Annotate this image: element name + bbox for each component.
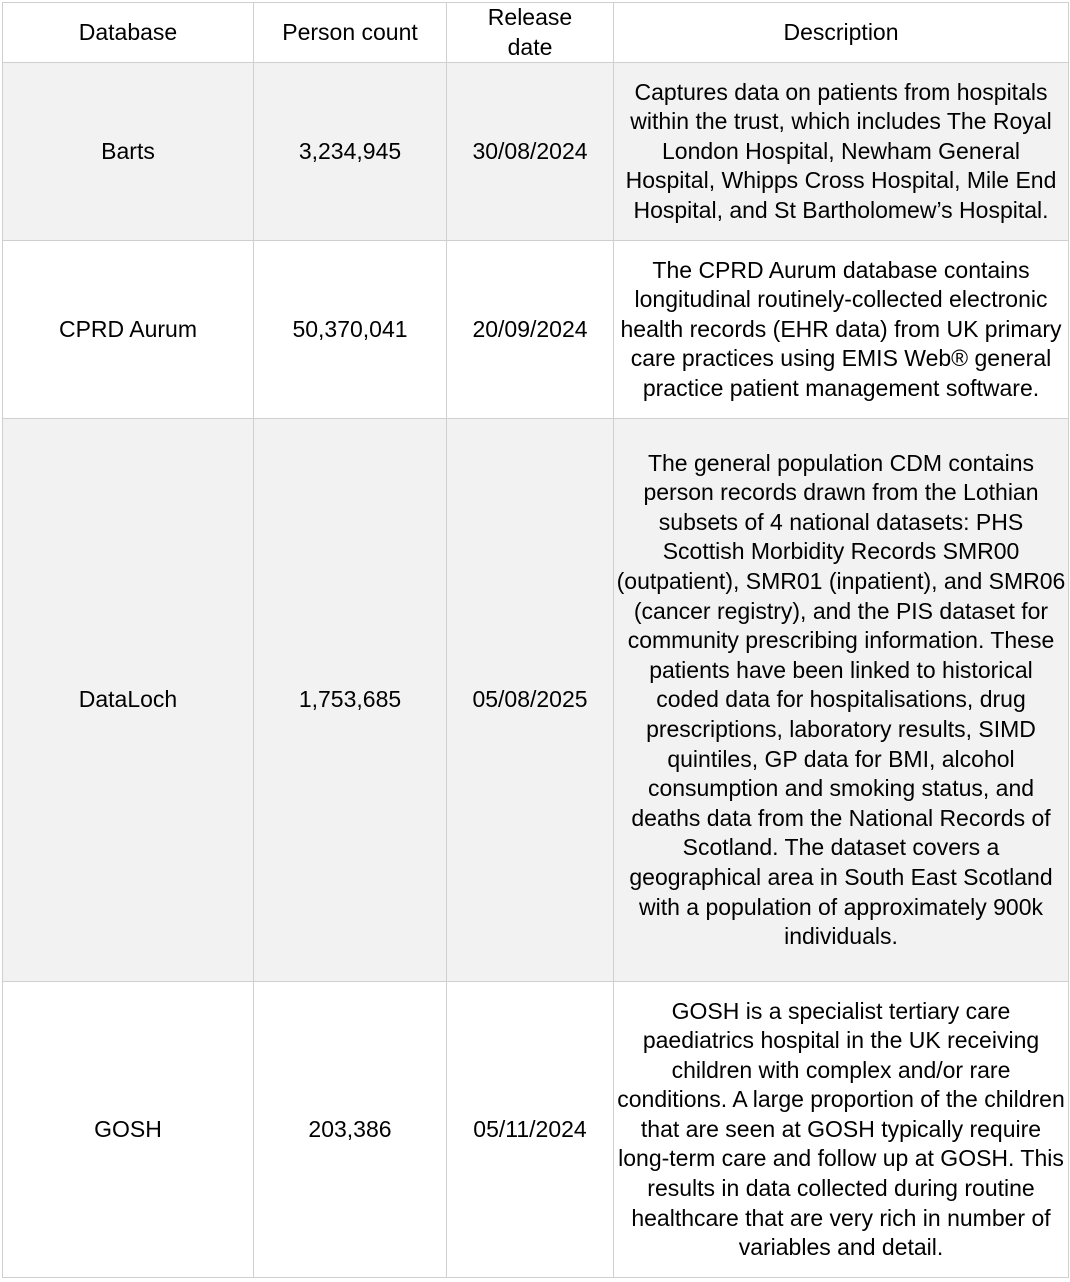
cell-description: The CPRD Aurum database contains longitudinal routinely-collected electronic health records (EHR data) from UK primary care practices using EMIS Web® general practice patient management software. <box>614 241 1069 419</box>
database-table <box>2 2 1069 1278</box>
cell-person-count: 50,370,041 <box>254 241 447 419</box>
cell-person-count: 203,386 <box>254 982 447 1278</box>
cell-description: The general population CDM contains person records drawn from the Lothian subsets of 4 national datasets: PHS Scottish Morbidity Records SMR00 (outpatient), SMR01 (inpatient), and SMR06 (cancer registry), and the PIS dataset for community prescribing information. These patients have been linked to historical coded data for hospitalisations, drug prescriptions, laboratory results, SIMD quintiles, GP data for BMI, alcohol consumption and smoking status, and deaths data from the National Records of Scotland. The dataset covers a geographical area in South East Scotland with a population of approximately 900k individuals. <box>614 419 1069 982</box>
cell-person-count: 1,753,685 <box>254 419 447 982</box>
table-row <box>3 982 1069 1278</box>
cell-database: GOSH <box>3 982 254 1278</box>
table-row <box>3 419 1069 982</box>
header-description: Description <box>614 3 1069 63</box>
cell-database: Barts <box>3 63 254 241</box>
cell-database: CPRD Aurum <box>3 241 254 419</box>
cell-description: Captures data on patients from hospitals within the trust, which includes The Royal London Hospital, Newham General Hospital, Whipps Cross Hospital, Mile End Hospital, and St Bartholomew’s Hospital. <box>614 63 1069 241</box>
cell-release-date: 05/08/2025 <box>447 419 614 982</box>
table-header-row <box>3 3 1069 63</box>
cell-description: GOSH is a specialist tertiary care paediatrics hospital in the UK receiving children with complex and/or rare conditions. A large proportion of the children that are seen at GOSH typically require long-term care and follow up at GOSH. This results in data collected during routine healthcare that are very rich in number of variables and detail. <box>614 982 1069 1278</box>
header-release-date: Release date <box>447 3 614 63</box>
cell-release-date: 20/09/2024 <box>447 241 614 419</box>
header-person-count: Person count <box>254 3 447 63</box>
cell-database: DataLoch <box>3 419 254 982</box>
table-row <box>3 241 1069 419</box>
cell-release-date: 30/08/2024 <box>447 63 614 241</box>
cell-release-date: 05/11/2024 <box>447 982 614 1278</box>
table-row <box>3 63 1069 241</box>
header-database: Database <box>3 3 254 63</box>
cell-person-count: 3,234,945 <box>254 63 447 241</box>
